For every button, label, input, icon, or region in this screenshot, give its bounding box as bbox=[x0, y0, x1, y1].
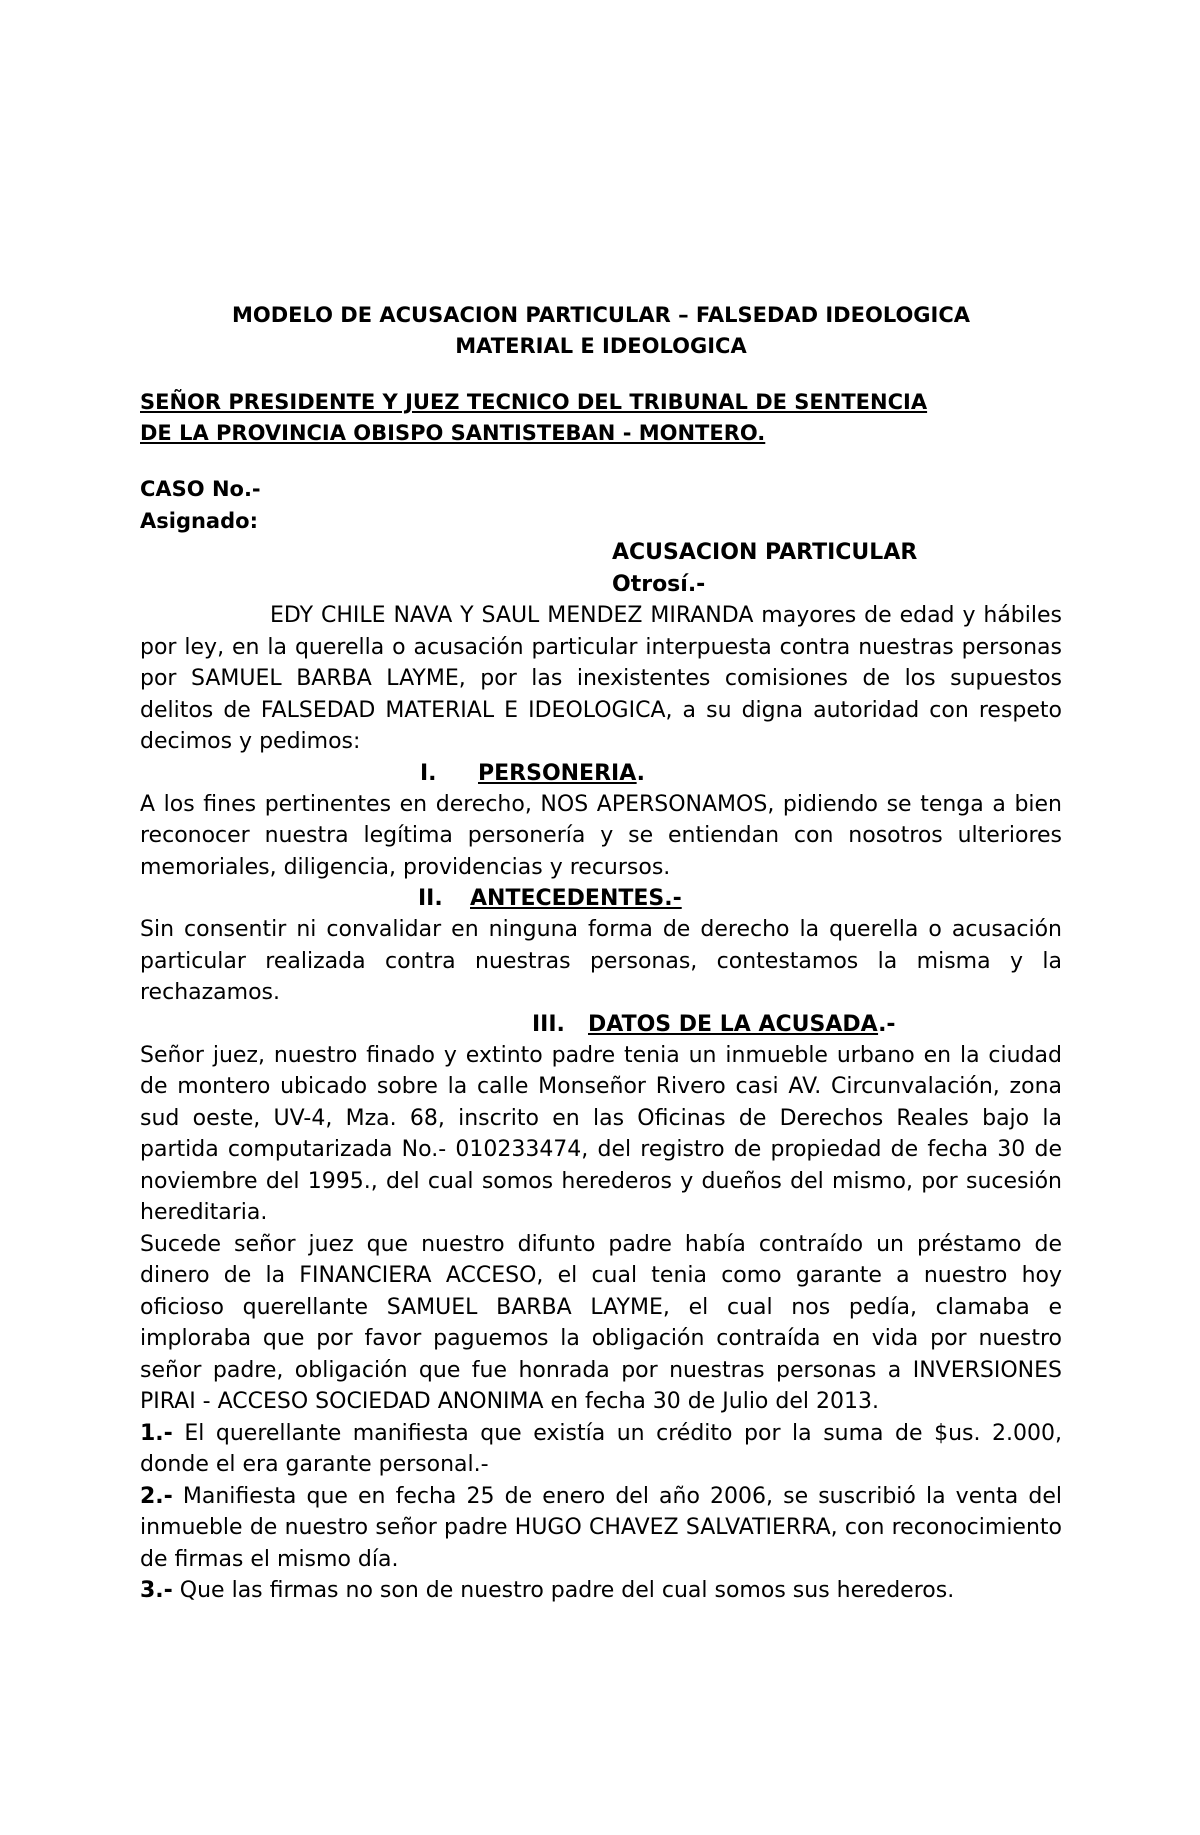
section-number: II. bbox=[418, 886, 443, 911]
section-heading-antecedentes bbox=[140, 883, 1062, 914]
item-text: Que las firmas no son de nuestro padre del cual somos sus herederos. bbox=[172, 1578, 955, 1603]
document-type-block bbox=[612, 537, 1062, 600]
section-label: PERSONERIA bbox=[478, 760, 637, 786]
document-title bbox=[140, 300, 1062, 362]
title-line-2: MATERIAL E IDEOLOGICA bbox=[455, 334, 747, 358]
section-label: ANTECEDENTES.- bbox=[470, 886, 682, 911]
list-item bbox=[140, 1418, 1062, 1481]
item-text: Manifiesta que en fecha 25 de enero del año 2006, se suscribió la venta del inmueble de nuestro señor padre HUGO CHAVEZ SALVATIERRA, con reconocimiento de firmas el mismo día. bbox=[140, 1483, 1062, 1572]
addressee bbox=[140, 387, 1062, 449]
section-number: III. bbox=[532, 1011, 565, 1037]
case-number: CASO No.- bbox=[140, 477, 261, 501]
section-label: DATOS DE LA ACUSADA bbox=[588, 1011, 879, 1037]
case-assigned: Asignado: bbox=[140, 508, 258, 533]
section-tail: . bbox=[636, 760, 645, 786]
section-datos-paragraph-1: Señor juez, nuestro finado y extinto padre tenia un inmueble urbano en la ciudad de montero ubicado sobre la calle Monseñor Rivero casi AV. Circunvalación, zona sud oeste, UV-4, Mza. 68, inscrito en las Oficinas de Derechos Reales bajo la partida computarizada No.- 010233474, del registro de propiedad de fecha 30 de noviembre del 1995., del cual somos herederos y dueños del mismo, por sucesión hereditaria. bbox=[140, 1042, 1062, 1225]
case-info bbox=[140, 474, 1062, 537]
item-number: 2.- bbox=[140, 1483, 173, 1509]
item-number: 3.- bbox=[140, 1578, 173, 1603]
otrosi-label: Otrosí.- bbox=[612, 571, 706, 597]
addressee-line-1: SEÑOR PRESIDENTE Y JUEZ TECNICO DEL TRIBUNAL DE SENTENCIA bbox=[140, 390, 928, 414]
section-personeria-text: A los fines pertinentes en derecho, NOS APERSONAMOS, pidiendo se tenga a bien reconocer nuestra legítima personería y se entiendan con nosotros ulteriores memoriales, diligencia, providencias y recursos. bbox=[140, 791, 1062, 880]
addressee-line-2: DE LA PROVINCIA OBISPO SANTISTEBAN - MONTERO. bbox=[140, 421, 766, 445]
item-text: El querellante manifiesta que existía un crédito por la suma de $us. 2.000, donde el era garante personal.- bbox=[140, 1420, 1062, 1477]
section-number: I. bbox=[420, 760, 437, 786]
intro-paragraph: EDY CHILE NAVA Y SAUL MENDEZ MIRANDA mayores de edad y hábiles por ley, en la querella o acusación particular interpuesta contra nuestras personas por SAMUEL BARBA LAYME, por las inexistentes comisiones de los supuestos delitos de FALSEDAD MATERIAL E IDEOLOGICA, a su digna autoridad con respeto decimos y pedimos: bbox=[140, 603, 1062, 754]
section-tail: .- bbox=[878, 1011, 896, 1037]
section-heading-datos bbox=[140, 1009, 1062, 1040]
title-line-1: MODELO DE ACUSACION PARTICULAR – FALSEDAD IDEOLOGICA bbox=[231, 303, 971, 327]
section-datos-paragraph-2: Sucede señor juez que nuestro difunto padre había contraído un préstamo de dinero de la FINANCIERA ACCESO, el cual tenia como garante a nuestro hoy oficioso querellante SAMUEL BARBA LAYME, el cual nos pedía, clamaba e imploraba que por favor paguemos la obligación contraída en vida por nuestro señor padre, obligación que fue honrada por nuestras personas a INVERSIONES PIRAI - ACCESO SOCIEDAD ANONIMA en fecha 30 de Julio del 2013. bbox=[140, 1231, 1062, 1414]
list-item bbox=[140, 1575, 1062, 1607]
section-antecedentes-text: Sin consentir ni convalidar en ninguna forma de derecho la querella o acusación particular realizada contra nuestras personas, contestamos la misma y la rechazamos. bbox=[140, 917, 1062, 1005]
section-heading-personeria bbox=[140, 758, 1062, 789]
item-number: 1.- bbox=[140, 1420, 173, 1446]
document-type: ACUSACION PARTICULAR bbox=[612, 540, 918, 565]
list-item bbox=[140, 1481, 1062, 1576]
document-page bbox=[140, 300, 1062, 1607]
